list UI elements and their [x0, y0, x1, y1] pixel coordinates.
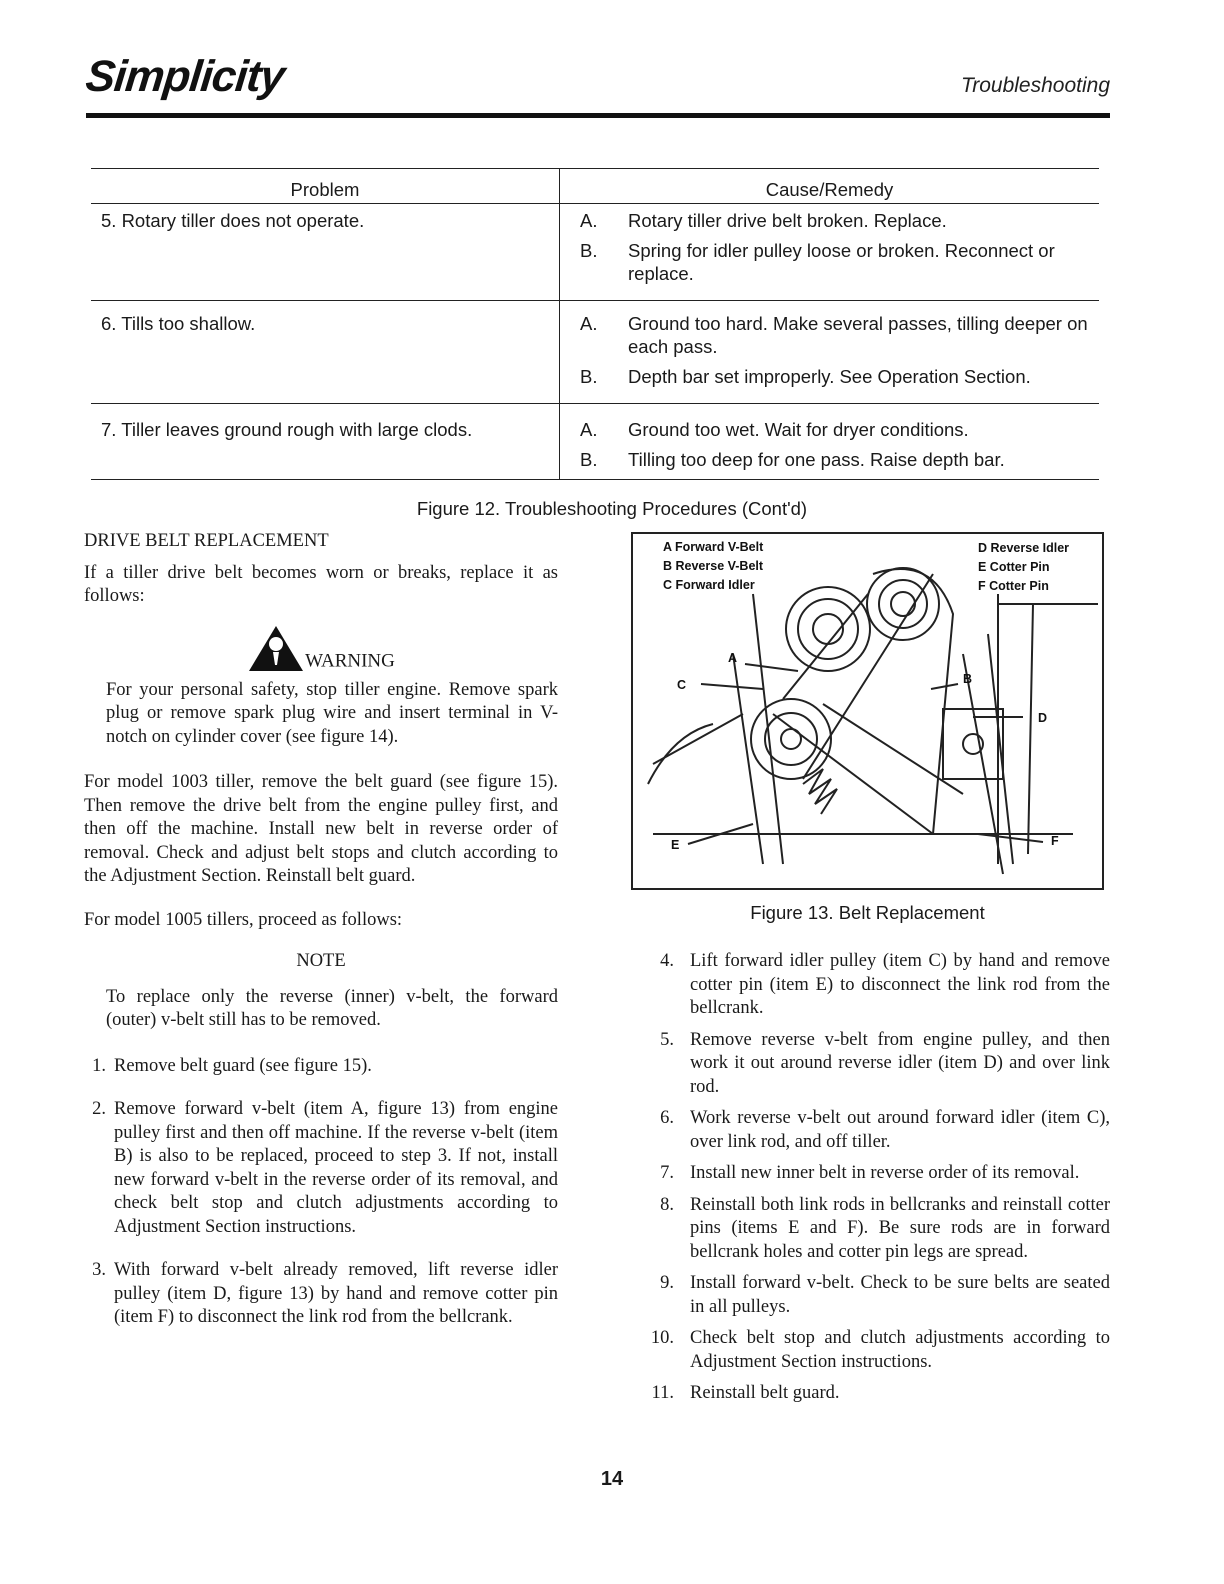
list-item [84, 1055, 558, 1079]
legend-item: E Cotter Pin [978, 560, 1050, 574]
remedy-letter: B. [580, 240, 598, 261]
note-label: NOTE [296, 951, 346, 971]
list-item [648, 1162, 1110, 1186]
legend-right [978, 539, 1069, 596]
step-number: 3. [92, 1260, 106, 1280]
step-text: Lift forward idler pulley (item C) by hand and remove cotter pin (item E) to disconnect the link rod from the bellcrank. [690, 951, 1110, 1018]
remedy-text: Ground too wet. Wait for dryer conditions. [628, 419, 969, 440]
remedy-text: Ground too hard. Make several passes, tilling deeper on each pass. [628, 313, 1088, 357]
belt-replacement-figure [631, 532, 1104, 890]
callout-f: F [1051, 834, 1059, 848]
table-row [91, 301, 1099, 404]
remedy-item [566, 312, 1093, 358]
callout-b: B [963, 672, 973, 686]
remedy-text: Depth bar set improperly. See Operation Section. [628, 366, 1031, 387]
remedy-text: Tilling too deep for one pass. Raise depth bar. [628, 449, 1005, 470]
step-number: 10. [650, 1328, 674, 1348]
legend-item: F Cotter Pin [978, 579, 1049, 593]
step-text: With forward v-belt already removed, lift reverse idler pulley (item D, figure 13) by hand and remove cotter pin (item F) to disconnect the link rod from the bellcrank. [114, 1260, 558, 1327]
problem-text: 6. Tills too shallow. [101, 313, 256, 334]
warning-heading [84, 623, 558, 673]
legend-item: D Reverse Idler [978, 541, 1070, 555]
remedy-item [566, 418, 1093, 441]
problem-text: 7. Tiller leaves ground rough with large clods. [101, 419, 473, 440]
remedy-letter: B. [580, 366, 598, 387]
step-text: Install forward v-belt. Check to be sure belts are seated in all pulleys. [690, 1273, 1110, 1317]
remedy-cell [560, 301, 1100, 404]
model-1005-paragraph: For model 1005 tillers, proceed as follows: [84, 909, 403, 930]
step-text: Check belt stop and clutch adjustments according to Adjustment Section instructions. [690, 1328, 1110, 1372]
step-number: 1. [92, 1055, 106, 1076]
remedy-letter: A. [580, 419, 598, 440]
step-number: 7. [660, 1163, 674, 1183]
callout-a: A [728, 651, 738, 665]
intro-paragraph: If a tiller drive belt becomes worn or breaks, replace it as follows: [84, 562, 558, 606]
problem-cell [91, 404, 560, 480]
step-number: 4. [660, 951, 674, 971]
step-text: Reinstall belt guard. [690, 1383, 840, 1403]
list-item [648, 1327, 1110, 1374]
remedy-text: Rotary tiller drive belt broken. Replace. [628, 210, 947, 231]
list-item [84, 1259, 558, 1330]
callout-c: C [677, 678, 687, 692]
section-title: Troubleshooting [960, 74, 1110, 97]
problem-cell [91, 204, 560, 301]
step-text: Remove forward v-belt (item A, figure 13) from engine pulley first and then off machine. If the reverse v-belt (item B) is also to be replaced, proceed to step 3. If not, install new forward v-belt in the reverse order of its removal, and check belt stop and clutch adjustments according to Adjustment Section instructions. [114, 1099, 558, 1237]
column-header-problem: Problem [91, 169, 560, 204]
left-steps-list [84, 1055, 558, 1330]
table-row [91, 204, 1099, 301]
step-number: 2. [92, 1099, 106, 1119]
column-header-remedy: Cause/Remedy [560, 169, 1100, 204]
legend-item: B Reverse V-Belt [663, 559, 764, 573]
problem-text: 5. Rotary tiller does not operate. [101, 210, 365, 231]
brand-logo: Simplicity [83, 52, 287, 101]
step-number: 5. [660, 1029, 674, 1050]
warning-icon [247, 623, 305, 673]
step-number: 6. [660, 1108, 674, 1128]
left-column [84, 530, 558, 1350]
list-item [648, 1194, 1110, 1265]
list-item [84, 1098, 558, 1239]
remedy-text: Spring for idler pulley loose or broken. Reconnect or replace. [628, 240, 1055, 284]
troubleshooting-table [91, 168, 1099, 480]
table-row [91, 404, 1099, 480]
note-text: To replace only the reverse (inner) v-belt, the forward (outer) v-belt still has to be removed. [106, 986, 558, 1030]
remedy-cell [560, 204, 1100, 301]
right-column [648, 950, 1110, 1414]
legend-item: C Forward Idler [663, 578, 755, 592]
legend-left [663, 538, 763, 595]
remedy-item [566, 209, 1093, 232]
remedy-cell [560, 404, 1100, 480]
right-steps-list [648, 950, 1110, 1406]
step-text: Remove reverse v-belt from engine pulley, and then work it out around reverse idler (item D) and over link rod. [690, 1029, 1110, 1097]
step-text: Remove belt guard (see figure 15). [114, 1055, 372, 1076]
remedy-item [566, 448, 1093, 471]
step-text: Install new inner belt in reverse order of its removal. [690, 1163, 1080, 1183]
list-item [648, 1272, 1110, 1319]
section-heading: DRIVE BELT REPLACEMENT [84, 531, 329, 551]
remedy-letter: A. [580, 210, 598, 231]
table-header-row [91, 169, 1099, 204]
callout-d: D [1038, 711, 1048, 725]
figure-12-caption: Figure 12. Troubleshooting Procedures (Cont'd) [416, 498, 808, 519]
model-1003-paragraph: For model 1003 tiller, remove the belt guard (see figure 15). Then remove the drive belt from the engine pulley first, and then off the machine. Install new belt in reverse order of removal. Check and adjust belt stops and clutch according to the Adjustment Section. Reinstall belt guard. [84, 772, 558, 886]
step-text: Reinstall both link rods in bellcranks and reinstall cotter pins (items E and F). Be sure rods are in forward bellcrank holes and cotter pin legs are spread. [690, 1194, 1110, 1262]
step-number: 8. [660, 1194, 674, 1215]
problem-cell [91, 301, 560, 404]
header-rule [86, 113, 1110, 118]
legend-item: A Forward V-Belt [663, 540, 764, 554]
warning-text: For your personal safety, stop tiller engine. Remove spark plug or remove spark plug wire and insert terminal in V-notch on cylinder cover (see figure 14). [106, 679, 558, 747]
step-number: 9. [660, 1273, 674, 1293]
list-item [648, 950, 1110, 1021]
remedy-letter: A. [580, 313, 598, 334]
figure-13-caption: Figure 13. Belt Replacement [750, 902, 985, 923]
remedy-item [566, 239, 1093, 285]
remedy-letter: B. [580, 449, 598, 470]
remedy-item [566, 365, 1093, 388]
list-item [648, 1107, 1110, 1154]
step-number: 11. [651, 1383, 674, 1403]
callout-e: E [671, 838, 680, 852]
list-item [648, 1029, 1110, 1100]
step-text: Work reverse v-belt out around forward idler (item C), over link rod, and off tiller. [690, 1108, 1110, 1152]
page-number: 14 [600, 1468, 624, 1490]
warning-label: WARNING [305, 650, 395, 671]
list-item [648, 1382, 1110, 1406]
